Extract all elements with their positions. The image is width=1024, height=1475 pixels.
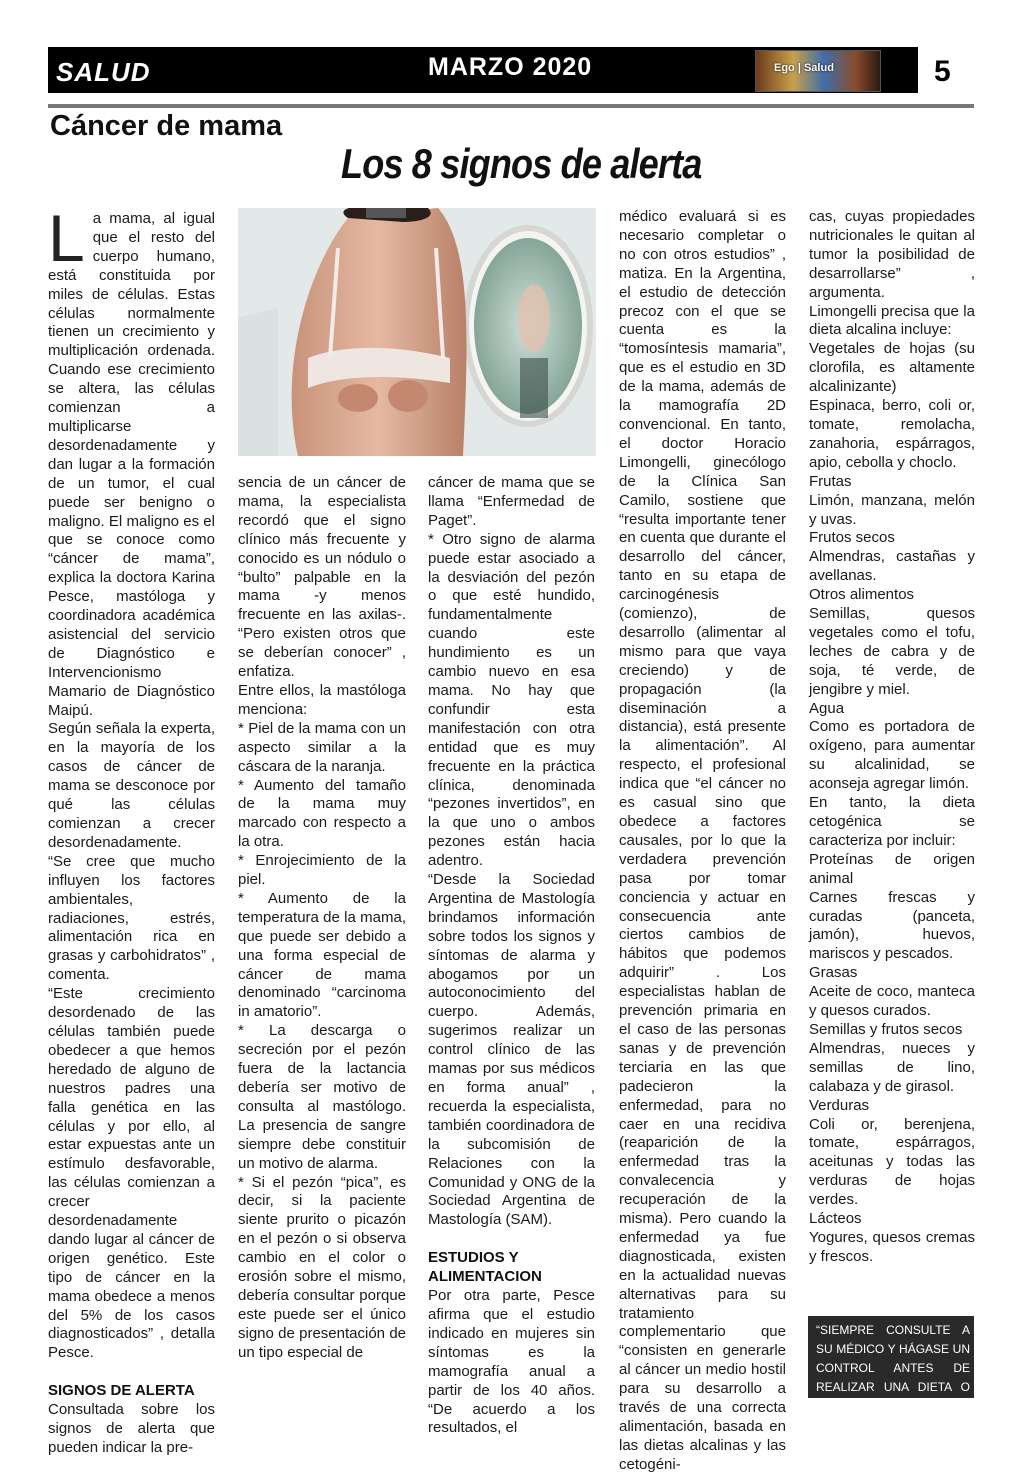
header-rule: [48, 104, 974, 108]
paragraph: En tanto, la dieta cetogénica se caracteriza por incluir:: [809, 794, 975, 849]
list-heading: Grasas: [809, 964, 858, 982]
paragraph: médico evaluará si es necesario completar o no con otros estudios” , matiza. En la Argentina, el estudio de detección precoz con el que se cuenta es la “tomosíntesis mamaria”, que es el estudio en 3D de la mama, además de la mamografía 2D convencional. En tanto, el doctor Horacio Limongelli, ginecólogo de la Clínica San Camilo, sostiene que “resulta importante tener en cuenta que durante el desarrollo del cáncer, tanto en su etapa de carcinogénesis (comienzo), de desarrollo (alimentar al mismo para que vaya creciendo) y de propagación (la diseminación a distancia), está presente la alimentación”. Al respecto, el profesional indica que “el cáncer no es casual sino que obedece a factores causales, por lo que la verdadera prevención pasa por tomar conciencia y actuar en consecuencia ante ciertos cambios de hábitos que podemos adquirir” . Los especialistas hablan de prevención primaria en el caso de las personas sanas y de prevención terciaria en las que padecieron la enfermedad, para no caer en una recidiva (reaparición de la enfermedad tras la convalecencia y recuperación de la misma). Pero cuando la enfermedad ya fue diagnosticada, existen en la actualidad nuevas alternativas para su tratamiento complementario que “consisten en generarle al cáncer un medio hostil para su desarrollo a través de una correcta alimentación, basada en las dietas alcalinas y las cetogéni-: [619, 208, 786, 1473]
paragraph: “Desde la Sociedad Argentina de Mastología brindamos información sobre todos los signos y síntomas de alarma y abogamos por un autoconocimiento del cuerpo. Además, sugerimos realizar un control clínico de las mamas por sus médicos en forma anual” , recuerda la especialista, también coordinadora de la subcomisión de Relaciones con la Comunidad y ONG de la Sociedad Argentina de Mastología (SAM).: [428, 871, 595, 1229]
bullet-item: * Si el pezón “pica”, es decir, si la paciente siente prurito o picazón en el pezón o si observa cambio en el color o erosión sobre el mismo, debería consultar porque este puede ser el único signo de presentación de un tipo especial de: [238, 1173, 406, 1361]
list-item: Espinaca, berro, coli or, tomate, remolacha, zanahoria, espárragos, apio, cebolla y choclo.: [809, 397, 975, 471]
list-item: Almendras, nueces y semillas de lino, calabaza y de girasol.: [809, 1039, 975, 1095]
paragraph: sencia de un cáncer de mama, la especialista recordó que el signo clínico más frecuente y conocido es un nódulo o “bulto” palpable en la mama -y menos frecuente en las axilas-. “Pero existen otros que se deberían conocer” , enfatiza.: [238, 474, 406, 681]
article-column-2: [238, 474, 406, 1363]
list-heading: Agua: [809, 699, 845, 717]
issue-date: MARZO 2020: [428, 53, 593, 81]
woman-mirror-photo: [238, 208, 596, 456]
list-heading: Proteínas de origen animal: [809, 850, 975, 887]
publication-logo: [755, 50, 881, 92]
paragraph: Entre ellos, la mastóloga menciona:: [238, 681, 406, 718]
list-heading: Otros alimentos: [809, 586, 915, 604]
bullet-item: * Piel de la mama con un aspecto similar a la cáscara de la naranja.: [238, 719, 406, 775]
paragraph: cáncer de mama que se llama “Enfermedad de Paget”.: [428, 474, 595, 529]
drop-cap: L: [48, 201, 85, 275]
list-heading: Lácteos: [809, 1210, 862, 1228]
logo-text: Ego | Salud: [774, 62, 834, 74]
article-headline: Los 8 signos de alerta: [341, 140, 702, 187]
list-item: Limón, manzana, melón y uvas.: [809, 491, 975, 528]
section-name: SALUD: [56, 57, 151, 87]
paragraph: cas, cuyas propiedades nutricionales le quitan al tumor la posibilidad de desarrollarse” , argumenta.: [809, 208, 975, 301]
list-item: Aceite de coco, manteca y quesos curados.: [809, 983, 975, 1020]
bullet-item: * Aumento de la temperatura de la mama, que puede ser debido a una forma especial de cáncer de mama denominado “carcinoma in amatorio”.: [238, 889, 406, 1021]
list-item: Semillas, quesos vegetales como el tofu, leches de cabra y de soja, té verde, de jengibre y miel.: [809, 605, 975, 698]
intro-paragraph: a mama, al igual que el resto del cuerpo humano, está constituida por miles de células. Estas células normalmente tienen un crecimiento y multiplicación ordenada. Cuando ese crecimiento se altera, las células comienzan a multiplicarse desordenadamente y dan lugar a la formación de un tumor, el cual puede ser benigno o maligno. El maligno es el que se conoce como “cáncer de mama”, explica la doctora Karina Pesce, mastóloga y coordinadora académica asistencial del servicio de Diagnóstico e Intervencionismo Mamario de Diagnóstico Maipú.: [48, 210, 215, 719]
list-item: Vegetales de hojas (su clorofila, es altamente alcalinizante): [809, 340, 975, 396]
list-item: Yogures, quesos cremas y frescos.: [809, 1228, 975, 1265]
article-kicker: Cáncer de mama: [50, 110, 283, 142]
article-column-4: [619, 208, 786, 1475]
subhead-estudios: ESTUDIOS Y ALIMENTACION: [428, 1249, 542, 1286]
paragraph: Consultada sobre los signos de alerta que pueden indicar la pre-: [48, 1401, 215, 1456]
paragraph: Por otra parte, Pesce afirma que el estudio indicado en mujeres sin síntomas es la mamografía anual a partir de los 40 años. “De acuerdo a los resultados, el: [428, 1287, 595, 1437]
list-heading: Frutas: [809, 472, 852, 490]
list-heading: Frutos secos: [809, 529, 895, 547]
bullet-item: * La descarga o secreción por el pezón fuera de la lactancia debería ser motivo de consulta al mastólogo. La presencia de sangre siempre debe constituir un motivo de alarma.: [238, 1022, 406, 1172]
paragraph: * Otro signo de alarma puede estar asociado a la desviación del pezón o que esté hundido, fundamentalmente cuando este hundimiento es un cambio nuevo en esa mama. No hay que confundir esta manifestación con otra entidad que es muy frecuente en la práctica clínica, denominada “pezones invertidos”, en la que uno o ambos pezones están hacia adentro.: [428, 530, 595, 870]
callout-text: “SIEMPRE CONSULTE A SU MÉDICO Y HÁGASE UN CONTROL ANTES DE REALIZAR UNA DIETA O ACTIVIDAD FÍSICA”: [816, 1323, 970, 1413]
paragraph: “Este crecimiento desordenado de las células también puede obedecer a que hemos heredado de alguno de nuestros padres una falla genética en las células y por ello, al estar expuestas ante un estímulo desfavorable, las células comienzan a crecer desordenadamente dando lugar al cáncer de origen genético. Este tipo de cáncer en la mama obedece a menos del 5% de los casos diagnosticados” , detalla Pesce.: [48, 985, 215, 1362]
page-number: 5: [934, 55, 951, 88]
bullet-item: * Enrojecimiento de la piel.: [238, 852, 406, 889]
paragraph: Limongelli precisa que la dieta alcalina incluye:: [809, 302, 975, 339]
list-heading: Verduras: [809, 1096, 870, 1114]
list-item: Almendras, castañas y avellanas.: [809, 548, 975, 585]
article-column-5: [809, 208, 975, 1267]
list-item: Carnes frescas y curadas (panceta, jamón), huevos, mariscos y pescados.: [809, 888, 975, 963]
article-column-3: [428, 474, 595, 1438]
list-item: Coli or, berenjena, tomate, espárragos, aceitunas y todas las verduras de hojas verdes.: [809, 1115, 975, 1209]
list-heading: Semillas y frutos secos: [809, 1020, 963, 1038]
paragraph: “Se cree que mucho influyen los factores ambientales, radiaciones, estrés, alimentación rica en grasas y carbohidratos” , comenta.: [48, 852, 215, 984]
paragraph: Según señala la experta, en la mayoría de los casos de cáncer de mama se desconoce por qué las células comienzan a crecer desordenadamente.: [48, 720, 215, 851]
article-column-1: [48, 201, 215, 1458]
bullet-item: * Aumento del tamaño de la mama muy marcado con respecto a la otra.: [238, 776, 406, 851]
subhead-signos: SIGNOS DE ALERTA: [48, 1382, 195, 1400]
list-item: Como es portadora de oxígeno, para aumentar su alcalinidad, se aconseja agregar limón.: [809, 718, 975, 793]
article-photo: [238, 208, 596, 456]
